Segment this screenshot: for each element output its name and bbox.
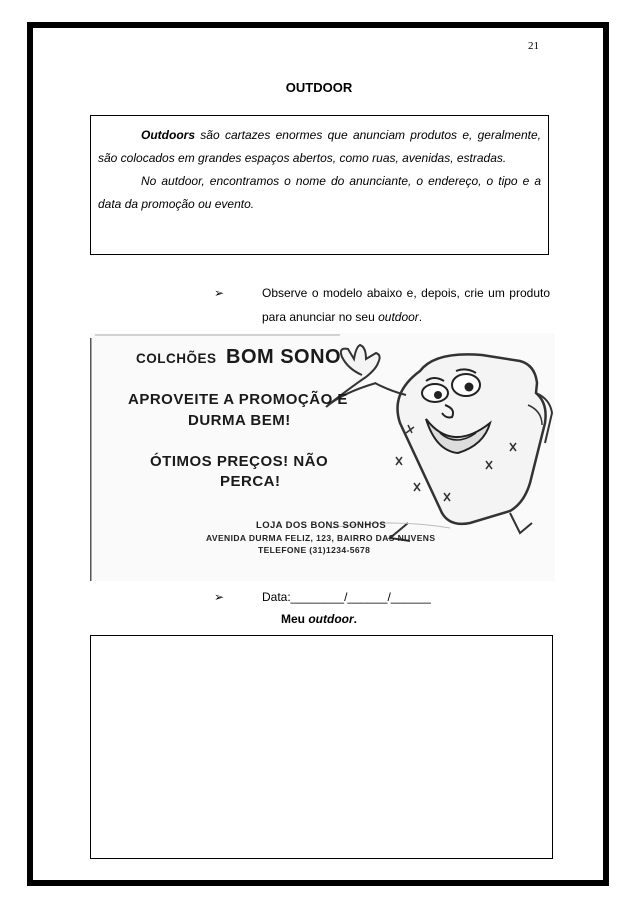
ad-line-5: PERCA! (220, 473, 281, 490)
date-label: Data:________/______/______ (262, 590, 431, 604)
my-outdoor-end: . (353, 612, 357, 626)
arrow-bullet-icon: ➢ (214, 590, 225, 604)
advertisement-image (90, 333, 555, 581)
drawing-area[interactable] (90, 635, 553, 859)
page-number: 21 (528, 40, 539, 52)
my-outdoor-italic: outdoor (308, 612, 354, 626)
ad-phone: TELEFONE (31)1234-5678 (258, 545, 371, 555)
definition-paragraph-2: No autdoor, encontramos o nome do anunciante, o endereço, o tipo e a data da promoção ou evento. (98, 174, 541, 211)
instruction-text (262, 281, 550, 329)
my-outdoor-heading (0, 612, 638, 626)
arrow-bullet-icon: ➢ (214, 286, 225, 300)
ad-line-4: ÓTIMOS PREÇOS! NÃO (150, 453, 329, 470)
ad-store-name: LOJA DOS BONS SONHOS (256, 520, 387, 531)
page-title: OUTDOOR (285, 80, 353, 95)
definition-paragraph-1 (98, 124, 541, 170)
date-field (214, 590, 431, 604)
instruction-text-main: Observe o modelo abaixo e, depois, crie um produto para anunciar no seu (262, 286, 550, 324)
ad-line-2: APROVEITE A PROMOÇÃO E (128, 391, 348, 408)
ad-line-3: DURMA BEM! (188, 412, 291, 429)
ad-line-brand-small: COLCHÕES (136, 351, 217, 366)
definition-term: Outdoors (141, 128, 195, 142)
instruction-text-end: . (418, 310, 423, 324)
definition-box (90, 115, 549, 255)
instruction-text-italic: outdoor (378, 310, 419, 324)
definition-text-1: são cartazes enormes que anunciam produtos e, geralmente, são colocados em grandes espaços abertos, como ruas, avenidas, estradas. (98, 128, 541, 165)
instruction (214, 281, 550, 329)
my-outdoor-label: Meu (280, 612, 309, 626)
ad-address: AVENIDA DURMA FELIZ, 123, BAIRRO DAS NUVENS (206, 533, 436, 543)
ad-line-brand-big: BOM SONO (226, 346, 342, 368)
